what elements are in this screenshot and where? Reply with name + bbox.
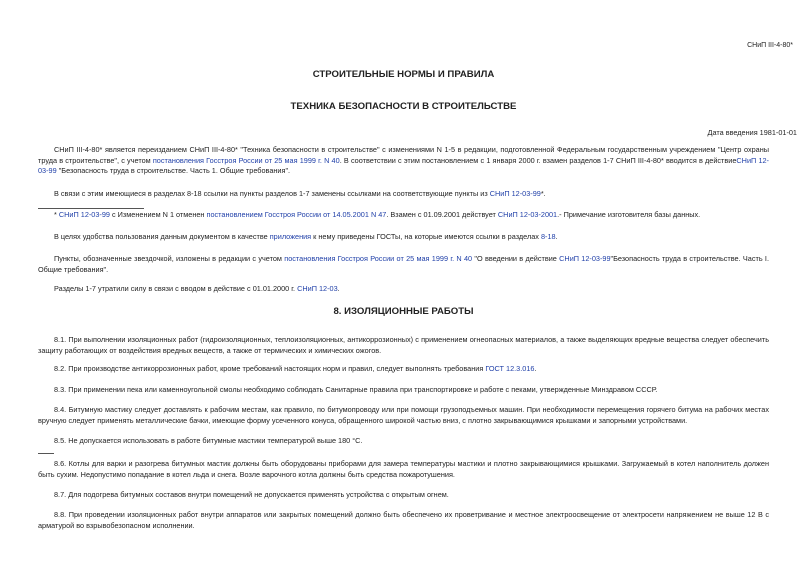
document-title: СТРОИТЕЛЬНЫЕ НОРМЫ И ПРАВИЛА <box>312 69 495 80</box>
paragraph-text: Разделы 1-7 утратили силу в связи с вводом в действие с 01.01.2000 г. <box>54 284 298 293</box>
paragraph-text: В связи с этим имеющиеся в разделах 8-18 ссылки на пункты разделов 1-7 заменены ссылками на соответствующие пункты из <box>54 189 490 198</box>
clause-8-7: 8.7. Для подогрева битумных составов внутри помещений не допускается применять устройства с открытым огнем. <box>54 490 449 499</box>
intro-paragraph-2 <box>38 189 769 200</box>
clause-8-2 <box>38 364 769 375</box>
document-reference: СНиП III-4-80* <box>747 42 793 49</box>
link-decree-40[interactable]: постановления Госстроя России от 25 мая 1999 г. N 40 <box>284 254 473 263</box>
introduction-date: Дата введения 1981-01-01 <box>707 128 797 137</box>
link-snip-12-03-99[interactable]: СНиП 12-03-99 <box>559 254 611 263</box>
paragraph-text: 8.2. При производстве антикоррозионных работ, кроме требований настоящих норм и правил, следует выполнять требования <box>54 364 486 373</box>
paragraph-text: к нему приведены ГОСТы, на которые имеются ссылки в разделах <box>311 232 541 241</box>
database-note <box>38 210 769 221</box>
link-gost-12-3-016[interactable]: ГОСТ 12.3.016 <box>485 364 535 373</box>
link-snip-12-03-99[interactable]: СНиП 12-03-99 <box>38 155 769 176</box>
link-appendix[interactable]: приложения <box>269 232 312 241</box>
link-snip-12-03-2001[interactable]: СНиП 12-03-2001 <box>497 210 558 219</box>
paragraph-text: . <box>337 284 340 293</box>
link-snip-12-03[interactable]: СНиП 12-03 <box>297 284 338 293</box>
paragraph-text: "О введении в действие <box>472 254 560 263</box>
link-decree-40[interactable]: постановления Госстроя России от 25 мая 1999 г. N 40 <box>152 155 340 165</box>
document-subtitle: ТЕХНИКА БЕЗОПАСНОСТИ В СТРОИТЕЛЬСТВЕ <box>290 101 517 112</box>
paragraph-text: *. <box>540 189 546 198</box>
paragraph-text: . <box>555 232 558 241</box>
link-sections-8-18[interactable]: 8-18 <box>540 232 556 241</box>
link-decree-47[interactable]: постановлением Госстроя России от 14.05.2001 N 47 <box>206 210 387 219</box>
paragraph-text: .- Примечание изготовителя базы данных. <box>557 210 701 219</box>
intro-paragraph-4 <box>38 254 769 275</box>
intro-paragraph-1 <box>38 145 769 177</box>
link-snip-12-03-99[interactable]: СНиП 12-03-99 <box>489 189 541 198</box>
paragraph-text: "Безопасность труда в строительстве. Часть I. Общие требования". <box>38 254 769 274</box>
section-8-heading: 8. ИЗОЛЯЦИОННЫЕ РАБОТЫ <box>333 306 474 317</box>
clause-8-8: 8.8. При проведении изоляционных работ внутри аппаратов или закрытых помещений должно быть обеспечено их проветривание и местное электроосвещение от электросети напряжением не выше 12 В с арматурой во взрывобезопасном исполнении. <box>38 510 769 530</box>
clause-8-5: 8.5. Не допускается использовать в работе битумные мастики температурой выше 180 °С. <box>54 436 363 445</box>
paragraph-text: с Изменением N 1 отменен <box>109 210 207 219</box>
paragraph-text: Пункты, обозначенные звездочкой, изложены в редакции с учетом <box>54 254 285 263</box>
paragraph-text: . В соответствии с этим постановлением с 1 января 2000 г. взамен разделов 1-7 СНиП III-4-80* вводится в действие <box>339 155 737 165</box>
intro-paragraph-5 <box>38 284 769 295</box>
clause-8-1: 8.1. При выполнении изоляционных работ (гидроизоляционных, теплоизоляционных, антикоррозионных) с применением огнеопасных материалов, а также выделяющих вредные вещества следует обеспечить защиту работающих от воздействия вредных веществ, а также от термических и химических ожогов. <box>38 335 769 355</box>
paragraph-text: . Взамен с 01.09.2001 действует <box>386 210 498 219</box>
paragraph-text: "Безопасность труда в строительстве. Часть 1. Общие требования". <box>56 166 291 176</box>
link-snip-12-03-99[interactable]: СНиП 12-03-99 <box>58 210 110 219</box>
clause-8-4: 8.4. Битумную мастику следует доставлять к рабочим местам, как правило, по битумопроводу или при помощи грузоподъемных машин. При необходимости перемещения горячего битума на рабочих местах вручную следует применять металлические бачки, имеющие форму усеченного конуса, обращенного широкой частью вниз, с плотно закрывающимися крышками и запорными устройствами. <box>38 405 769 425</box>
paragraph-text: В целях удобства пользования данным документом в качестве <box>54 232 270 241</box>
clause-8-3: 8.3. При применении пека или каменноугольной смолы необходимо соблюдать Санитарные правила при транспортировке и работе с пеками, утвержденные Минздравом СССР. <box>54 385 658 394</box>
intro-paragraph-3 <box>38 232 769 243</box>
clause-8-6: 8.6. Котлы для варки и разогрева битумных мастик должны быть оборудованы приборами для замера температуры мастики и плотно закрывающимися крышками. Загружаемый в котел наполнитель должен быть сухим. Недопустимо попадание в котел льда и снега. Возле варочного котла должны быть средства пожаротушения. <box>38 459 769 479</box>
paragraph-text: . <box>534 364 537 373</box>
paragraph-text: * <box>54 210 59 219</box>
clause-separator <box>38 453 54 454</box>
footnote-separator <box>38 208 144 209</box>
paragraph-text: СНиП III-4-80* является переизданием СНиП III-4-80* "Техника безопасности в строительстве" с изменениями N 1-5 в редакции, подготовленной Федеральным государственным учреждением "Центр охраны труда в строительстве", с учетом <box>38 145 769 165</box>
